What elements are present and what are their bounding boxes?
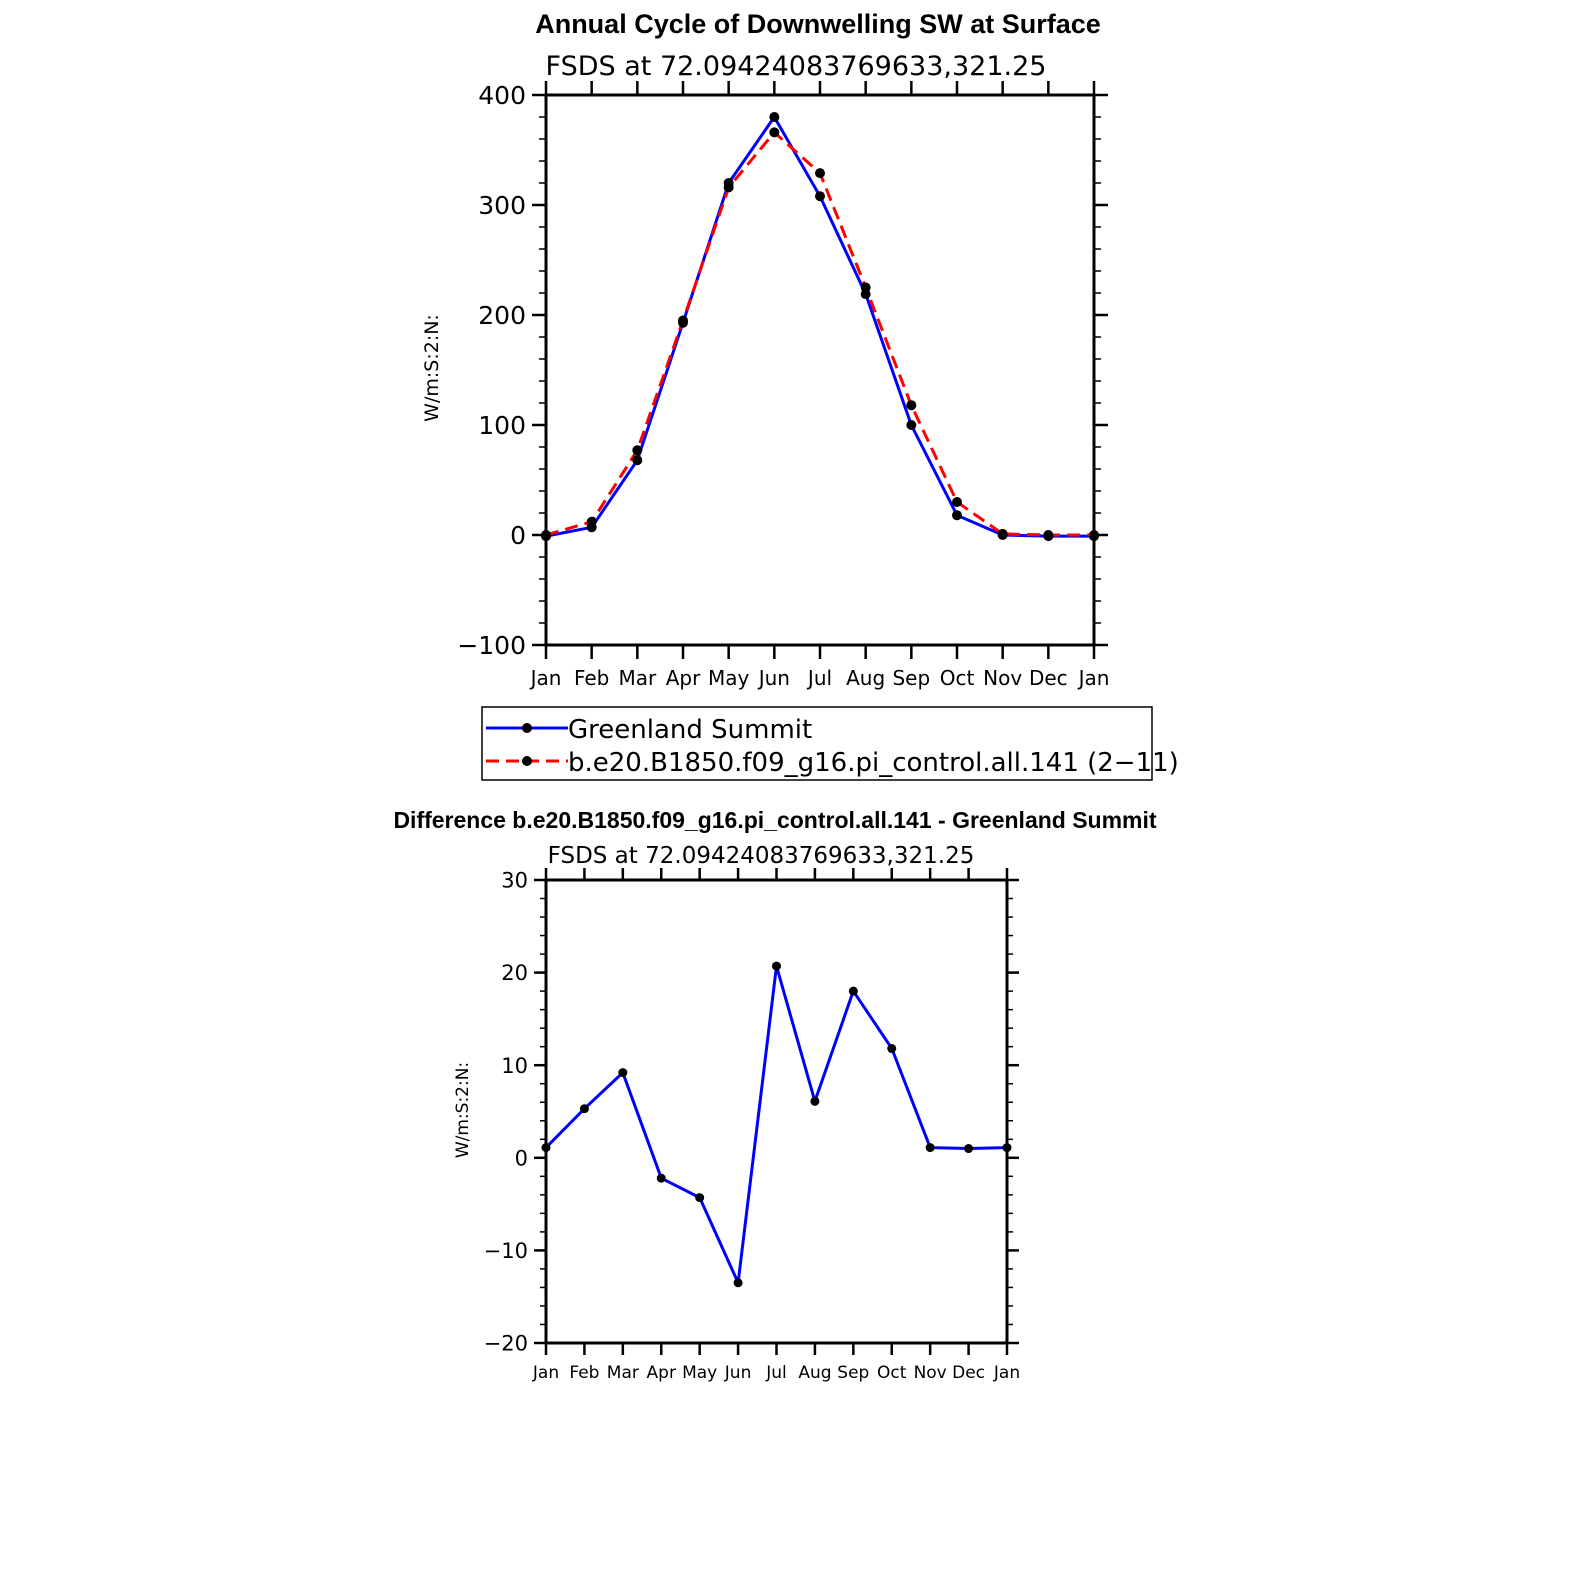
chart-subtitle: FSDS at 72.09424083769633,321.25 xyxy=(545,51,1047,82)
axis-ticks xyxy=(532,81,1108,659)
x-tick-label: Jul xyxy=(807,666,833,690)
data-point xyxy=(815,168,825,178)
x-tick-labels xyxy=(532,1363,1020,1383)
y-tick-label: 100 xyxy=(478,411,526,440)
legend-marker-1 xyxy=(522,756,532,766)
data-point xyxy=(952,497,962,507)
data-point xyxy=(849,987,858,996)
x-tick-label: Jan xyxy=(530,666,562,690)
data-point xyxy=(815,191,825,201)
chart-subtitle: FSDS at 72.09424083769633,321.25 xyxy=(547,843,975,869)
x-tick-label: Nov xyxy=(983,666,1023,690)
data-point xyxy=(952,510,962,520)
data-point xyxy=(657,1174,666,1183)
x-tick-label: Aug xyxy=(798,1363,832,1383)
data-point xyxy=(587,517,597,527)
difference-chart xyxy=(393,807,1156,1383)
y-tick-label: −100 xyxy=(457,631,526,660)
x-tick-label: Nov xyxy=(913,1363,947,1383)
axis-ticks xyxy=(534,868,1019,1355)
data-point xyxy=(580,1104,589,1113)
x-tick-label: Apr xyxy=(665,666,701,690)
x-tick-label: Jun xyxy=(758,666,790,690)
data-point xyxy=(724,182,734,192)
x-tick-label: Feb xyxy=(569,1363,600,1383)
x-tick-label: Sep xyxy=(892,666,931,690)
y-tick-label: 10 xyxy=(501,1053,528,1078)
x-tick-label: May xyxy=(707,666,750,690)
data-point xyxy=(618,1068,627,1077)
series-layer xyxy=(541,112,1099,541)
y-tick-label: 20 xyxy=(501,961,528,986)
x-tick-label: Aug xyxy=(846,666,886,690)
x-tick-label: Mar xyxy=(606,1363,639,1383)
data-point xyxy=(678,316,688,326)
series-line-0 xyxy=(546,966,1007,1283)
x-tick-label: Sep xyxy=(837,1363,870,1383)
data-point xyxy=(926,1143,935,1152)
x-tick-label: May xyxy=(682,1363,718,1383)
legend-item-1 xyxy=(486,748,1179,778)
y-tick-label: −20 xyxy=(483,1331,528,1356)
y-axis-label: W/m:S:2:N: xyxy=(453,1061,473,1159)
data-point xyxy=(964,1144,973,1153)
x-tick-label: Feb xyxy=(573,666,610,690)
legend-label-1: b.e20.B1850.f09_g16.pi_control.all.141 (2−11) xyxy=(568,748,1179,778)
x-tick-label: Jan xyxy=(993,1363,1021,1383)
data-point xyxy=(998,529,1008,539)
y-tick-label: 200 xyxy=(478,301,526,330)
y-tick-labels xyxy=(457,81,526,660)
x-tick-label: Dec xyxy=(1028,666,1068,690)
x-tick-label: Jun xyxy=(724,1363,752,1383)
series-layer xyxy=(542,962,1012,1288)
x-tick-labels xyxy=(529,666,1110,690)
x-tick-label: Dec xyxy=(952,1363,986,1383)
chart-title: Difference b.e20.B1850.f09_g16.pi_control.all.141 - Greenland Summit xyxy=(393,807,1157,833)
legend-marker-0 xyxy=(522,723,532,733)
data-point xyxy=(734,1278,743,1287)
y-tick-labels xyxy=(484,869,528,1356)
data-point xyxy=(769,127,779,137)
data-point xyxy=(769,112,779,122)
series-line-0 xyxy=(546,117,1094,536)
y-tick-label: 30 xyxy=(501,868,528,893)
x-tick-label: Jul xyxy=(766,1363,787,1383)
x-tick-label: Jan xyxy=(532,1363,560,1383)
y-tick-label: −10 xyxy=(483,1238,528,1263)
data-point xyxy=(887,1044,896,1053)
x-tick-label: Oct xyxy=(939,666,975,690)
data-point xyxy=(695,1193,704,1202)
y-axis-label: W/m:S:2:N: xyxy=(421,314,443,422)
data-point xyxy=(632,455,642,465)
data-point xyxy=(632,445,642,455)
data-point xyxy=(861,283,871,293)
data-point xyxy=(810,1097,819,1106)
y-tick-label: 0 xyxy=(514,1146,528,1171)
chart-title: Annual Cycle of Downwelling SW at Surface xyxy=(535,9,1101,39)
x-tick-label: Apr xyxy=(646,1363,676,1383)
x-tick-label: Jan xyxy=(1078,666,1110,690)
data-point xyxy=(772,962,781,971)
y-tick-label: 400 xyxy=(478,81,526,110)
x-tick-label: Mar xyxy=(618,666,657,690)
data-point xyxy=(906,420,916,430)
annual-cycle-chart xyxy=(421,9,1179,780)
y-tick-label: 300 xyxy=(478,191,526,220)
plot-frame xyxy=(546,880,1007,1343)
data-point xyxy=(1043,530,1053,540)
legend-label-0: Greenland Summit xyxy=(568,715,813,745)
y-tick-label: 0 xyxy=(510,521,526,550)
data-point xyxy=(906,400,916,410)
legend xyxy=(482,707,1179,780)
x-tick-label: Oct xyxy=(877,1363,907,1383)
